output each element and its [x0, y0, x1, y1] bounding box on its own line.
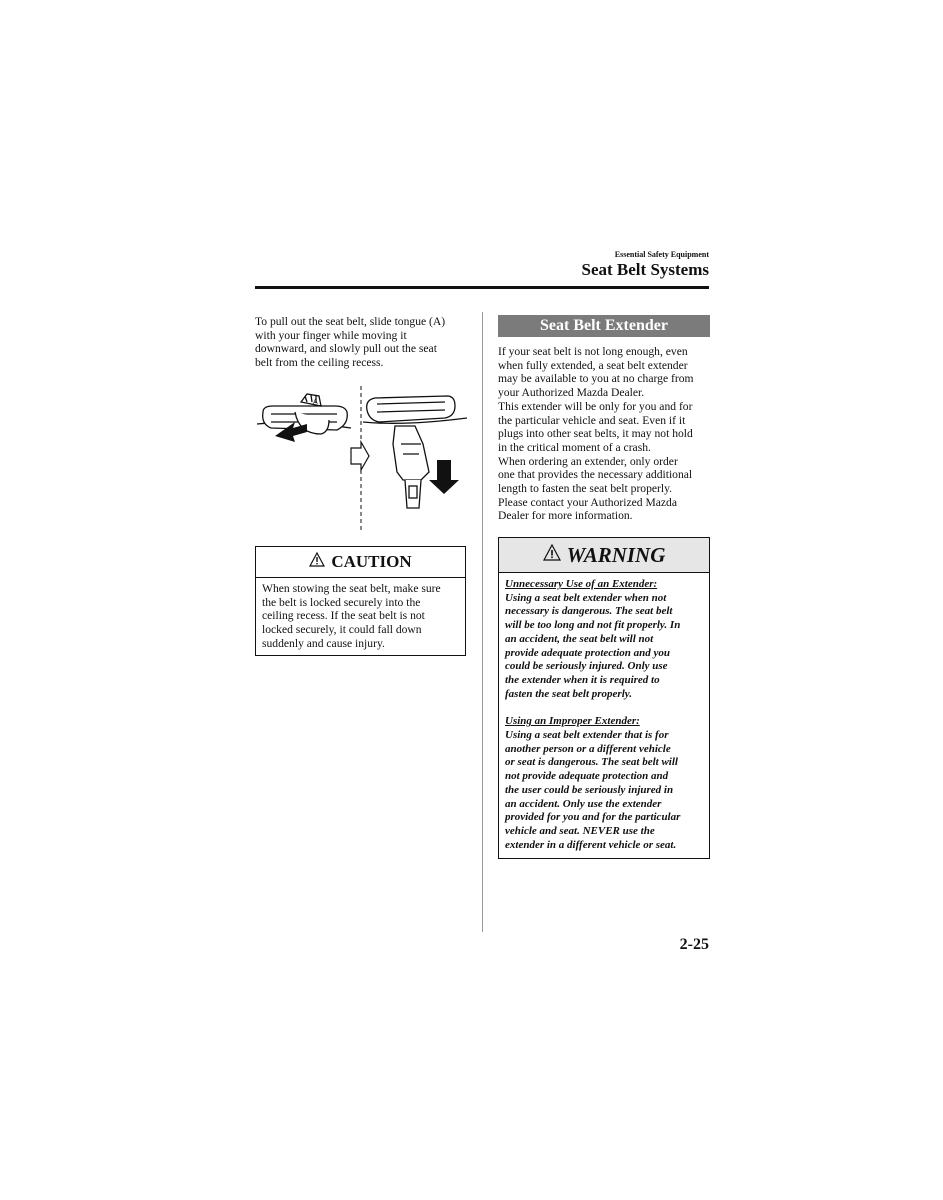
next-step-arrow-icon: [351, 442, 369, 470]
caution-line: locked securely, it could fall down: [262, 623, 422, 637]
body-line: Dealer for more information.: [498, 509, 633, 523]
intro-paragraph: [255, 315, 467, 370]
caution-body: [256, 578, 465, 655]
warning-line: the extender when it is required to: [505, 673, 660, 686]
body-line: one that provides the necessary additional: [498, 468, 693, 482]
warning-line: another person or a different vehicle: [505, 742, 671, 755]
caution-line: suddenly and cause injury.: [262, 636, 385, 650]
warning-block-title: Using an Improper Extender:: [505, 715, 640, 728]
warning-line: extender in a different vehicle or seat.: [505, 838, 677, 851]
warning-line: Using a seat belt extender that is for: [505, 729, 669, 742]
page-number: 2-25: [679, 936, 709, 953]
warning-block-improper-extender: [505, 715, 703, 852]
warning-line: necessary is dangerous. The seat belt: [505, 605, 673, 618]
warning-line: or seat is dangerous. The seat belt will: [505, 756, 678, 769]
caution-line: When stowing the seat belt, make sure: [262, 582, 441, 595]
intro-line: downward, and slowly pull out the seat: [255, 342, 437, 356]
body-line: in the critical moment of a crash.: [498, 440, 651, 454]
warning-block-title: Unnecessary Use of an Extender:: [505, 578, 658, 590]
extender-paragraph: [498, 345, 712, 523]
body-line: Please contact your Authorized Mazda: [498, 495, 677, 509]
warning-line: could be seriously injured. Only use: [505, 660, 668, 673]
body-line: the particular vehicle and seat. Even if it: [498, 413, 686, 427]
warning-triangle-icon: [543, 544, 561, 566]
warning-line: an accident, the seat belt will not: [505, 632, 654, 645]
pull-down-arrow-icon: [429, 460, 459, 494]
intro-line: belt from the ceiling recess.: [255, 356, 384, 370]
warning-body: [499, 573, 709, 857]
caution-box: [255, 546, 466, 656]
warning-label: WARNING: [566, 542, 666, 567]
body-line: plugs into other seat belts, it may not hold: [498, 427, 693, 441]
body-line: When ordering an extender, only order: [498, 454, 678, 468]
warning-line: will be too long and not fit properly. In: [505, 619, 681, 632]
body-line: This extender will be only for you and for: [498, 399, 693, 413]
section-banner: Seat Belt Extender: [498, 315, 710, 337]
caution-line: ceiling recess. If the seat belt is not: [262, 609, 425, 623]
body-line: your Authorized Mazda Dealer.: [498, 386, 645, 400]
warning-line: not provide adequate protection and: [505, 770, 669, 783]
caution-line: the belt is locked securely into the: [262, 595, 421, 609]
caution-header: [256, 547, 465, 578]
warning-line: an accident. Only use the extender: [505, 797, 662, 810]
seat-belt-ceiling-recess-illustration: [255, 384, 467, 534]
warning-line: fasten the seat belt properly.: [505, 687, 632, 700]
right-panel-drawing: [363, 396, 467, 508]
column-divider: [482, 312, 483, 932]
warning-block-unnecessary-use: [505, 578, 703, 701]
body-line: when fully extended, a seat belt extender: [498, 358, 688, 372]
caution-label: CAUTION: [331, 552, 412, 571]
illustration-svg: [255, 384, 467, 534]
page-title: Seat Belt Systems: [581, 260, 709, 279]
warning-box: [498, 537, 710, 859]
callout-label-a: A: [313, 399, 318, 406]
body-line: If your seat belt is not long enough, even: [498, 345, 688, 358]
section-subtitle: Essential Safety Equipment: [614, 250, 709, 259]
intro-line: To pull out the seat belt, slide tongue (A): [255, 315, 446, 328]
intro-line: with your finger while moving it: [255, 328, 407, 342]
warning-line: Using a seat belt extender when not: [505, 591, 667, 604]
warning-line: provided for you and for the particular: [505, 811, 681, 824]
warning-triangle-icon: [309, 552, 325, 572]
body-line: may be available to you at no charge from: [498, 372, 694, 386]
block-spacer: [505, 701, 703, 715]
body-line: length to fasten the seat belt properly.: [498, 482, 673, 496]
warning-line: the user could be seriously injured in: [505, 783, 674, 796]
header-rule: [255, 286, 709, 289]
warning-header: [499, 538, 709, 573]
warning-line: vehicle and seat. NEVER use the: [505, 824, 655, 837]
warning-line: provide adequate protection and you: [505, 646, 670, 659]
